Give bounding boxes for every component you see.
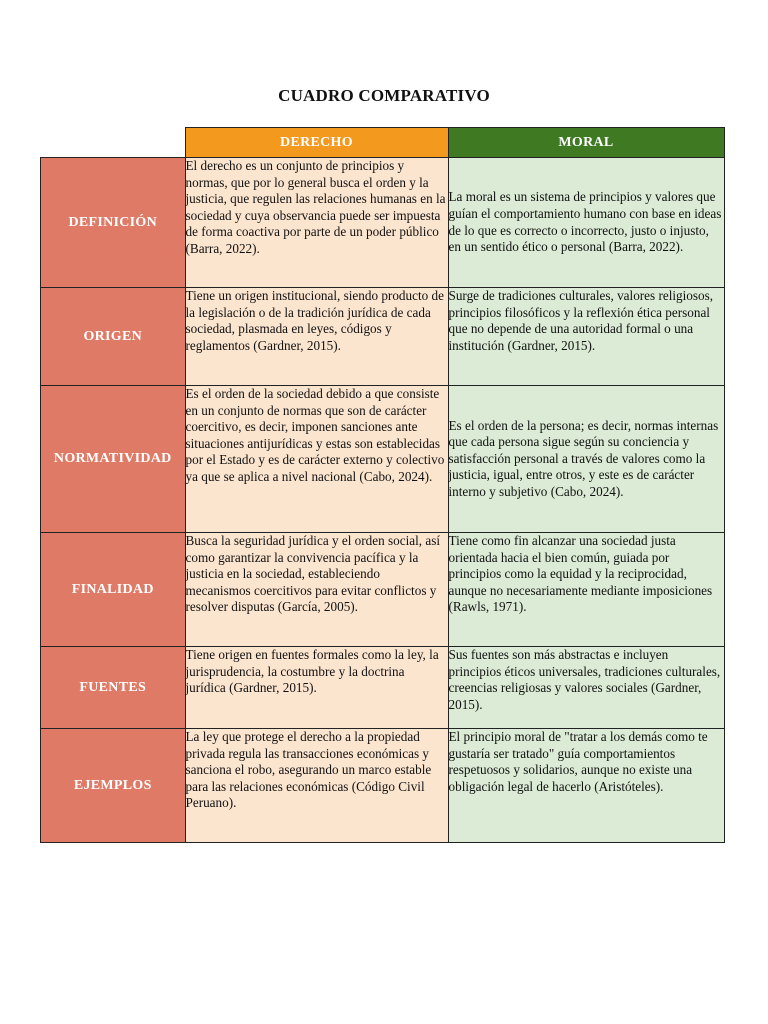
- cell-moral-normatividad: Es el orden de la persona; es decir, normas internas que cada persona sigue según su conciencia y satisfacción personal a través de valores como la justicia, igual, entre otros, y este es de carácter interno y subjetivo (Cabo, 2024).: [448, 386, 724, 533]
- table-row-ejemplos: [41, 729, 725, 843]
- row-label-normatividad: NORMATIVIDAD: [41, 386, 186, 533]
- comparison-table: [40, 127, 725, 843]
- cell-moral-definicion: La moral es un sistema de principios y valores que guían el comportamiento humano con base en ideas de lo que es correcto o incorrecto, justo o injusto, en un sentido ético o personal (Barra, 2022).: [448, 158, 724, 288]
- column-header-moral: MORAL: [448, 128, 724, 158]
- row-label-origen: ORIGEN: [41, 288, 186, 386]
- cell-derecho-finalidad: Busca la seguridad jurídica y el orden social, así como garantizar la convivencia pacífica y la justicia en la sociedad, estableciendo mecanismos coercitivos para evitar conflictos y resolver disputas (García, 2005).: [185, 533, 448, 647]
- cell-moral-origen: Surge de tradiciones culturales, valores religiosos, principios filosóficos y la reflexión ética personal que no depende de una autoridad formal o una institución (Gardner, 2015).: [448, 288, 724, 386]
- table-row-origen: [41, 288, 725, 386]
- header-blank-cell: [41, 128, 186, 158]
- cell-derecho-fuentes: Tiene origen en fuentes formales como la ley, la jurisprudencia, la costumbre y la doctrina jurídica (Gardner, 2015).: [185, 647, 448, 729]
- document-title: CUADRO COMPARATIVO: [278, 86, 490, 105]
- row-label-ejemplos: EJEMPLOS: [41, 729, 186, 843]
- cell-derecho-origen: Tiene un origen institucional, siendo producto de la legislación o de la tradición jurídica de cada sociedad, plasmada en leyes, códigos y reglamentos (Gardner, 2015).: [185, 288, 448, 386]
- table-row-normatividad: [41, 386, 725, 533]
- row-label-finalidad: FINALIDAD: [41, 533, 186, 647]
- table-row-finalidad: [41, 533, 725, 647]
- table-row-fuentes: [41, 647, 725, 729]
- cell-moral-finalidad: Tiene como fin alcanzar una sociedad justa orientada hacia el bien común, guiada por principios como la equidad y la reciprocidad, aunque no necesariamente mediante imposiciones (Rawls, 1971).: [448, 533, 724, 647]
- cell-derecho-normatividad: Es el orden de la sociedad debido a que consiste en un conjunto de normas que son de carácter coercitivo, es decir, imponen sanciones ante situaciones antijurídicas y estas son establecidas por el Estado y es de carácter externo y colectivo ya que se aplica a nivel nacional (Cabo, 2024).: [185, 386, 448, 533]
- cell-derecho-definicion: El derecho es un conjunto de principios y normas, que por lo general busca el orden y la justicia, que regulen las relaciones humanas en la sociedad y cuya observancia puede ser impuesta de forma coactiva por parte de un poder público (Barra, 2022).: [185, 158, 448, 288]
- row-label-fuentes: FUENTES: [41, 647, 186, 729]
- cell-moral-ejemplos: El principio moral de "tratar a los demás como te gustaría ser tratado" guía comportamientos respetuosos y solidarios, aunque no existe una obligación legal de hacerlo (Aristóteles).: [448, 729, 724, 843]
- row-label-definicion: DEFINICIÓN: [41, 158, 186, 288]
- table-header-row: [41, 128, 725, 158]
- cell-moral-fuentes: Sus fuentes son más abstractas e incluyen principios éticos universales, tradiciones culturales, creencias religiosas y valores sociales (Gardner, 2015).: [448, 647, 724, 729]
- column-header-derecho: DERECHO: [185, 128, 448, 158]
- table-row-definicion: [41, 158, 725, 288]
- cell-derecho-ejemplos: La ley que protege el derecho a la propiedad privada regula las transacciones económicas y sanciona el robo, asegurando un marco estable para las relaciones económicas (Código Civil Peruano).: [185, 729, 448, 843]
